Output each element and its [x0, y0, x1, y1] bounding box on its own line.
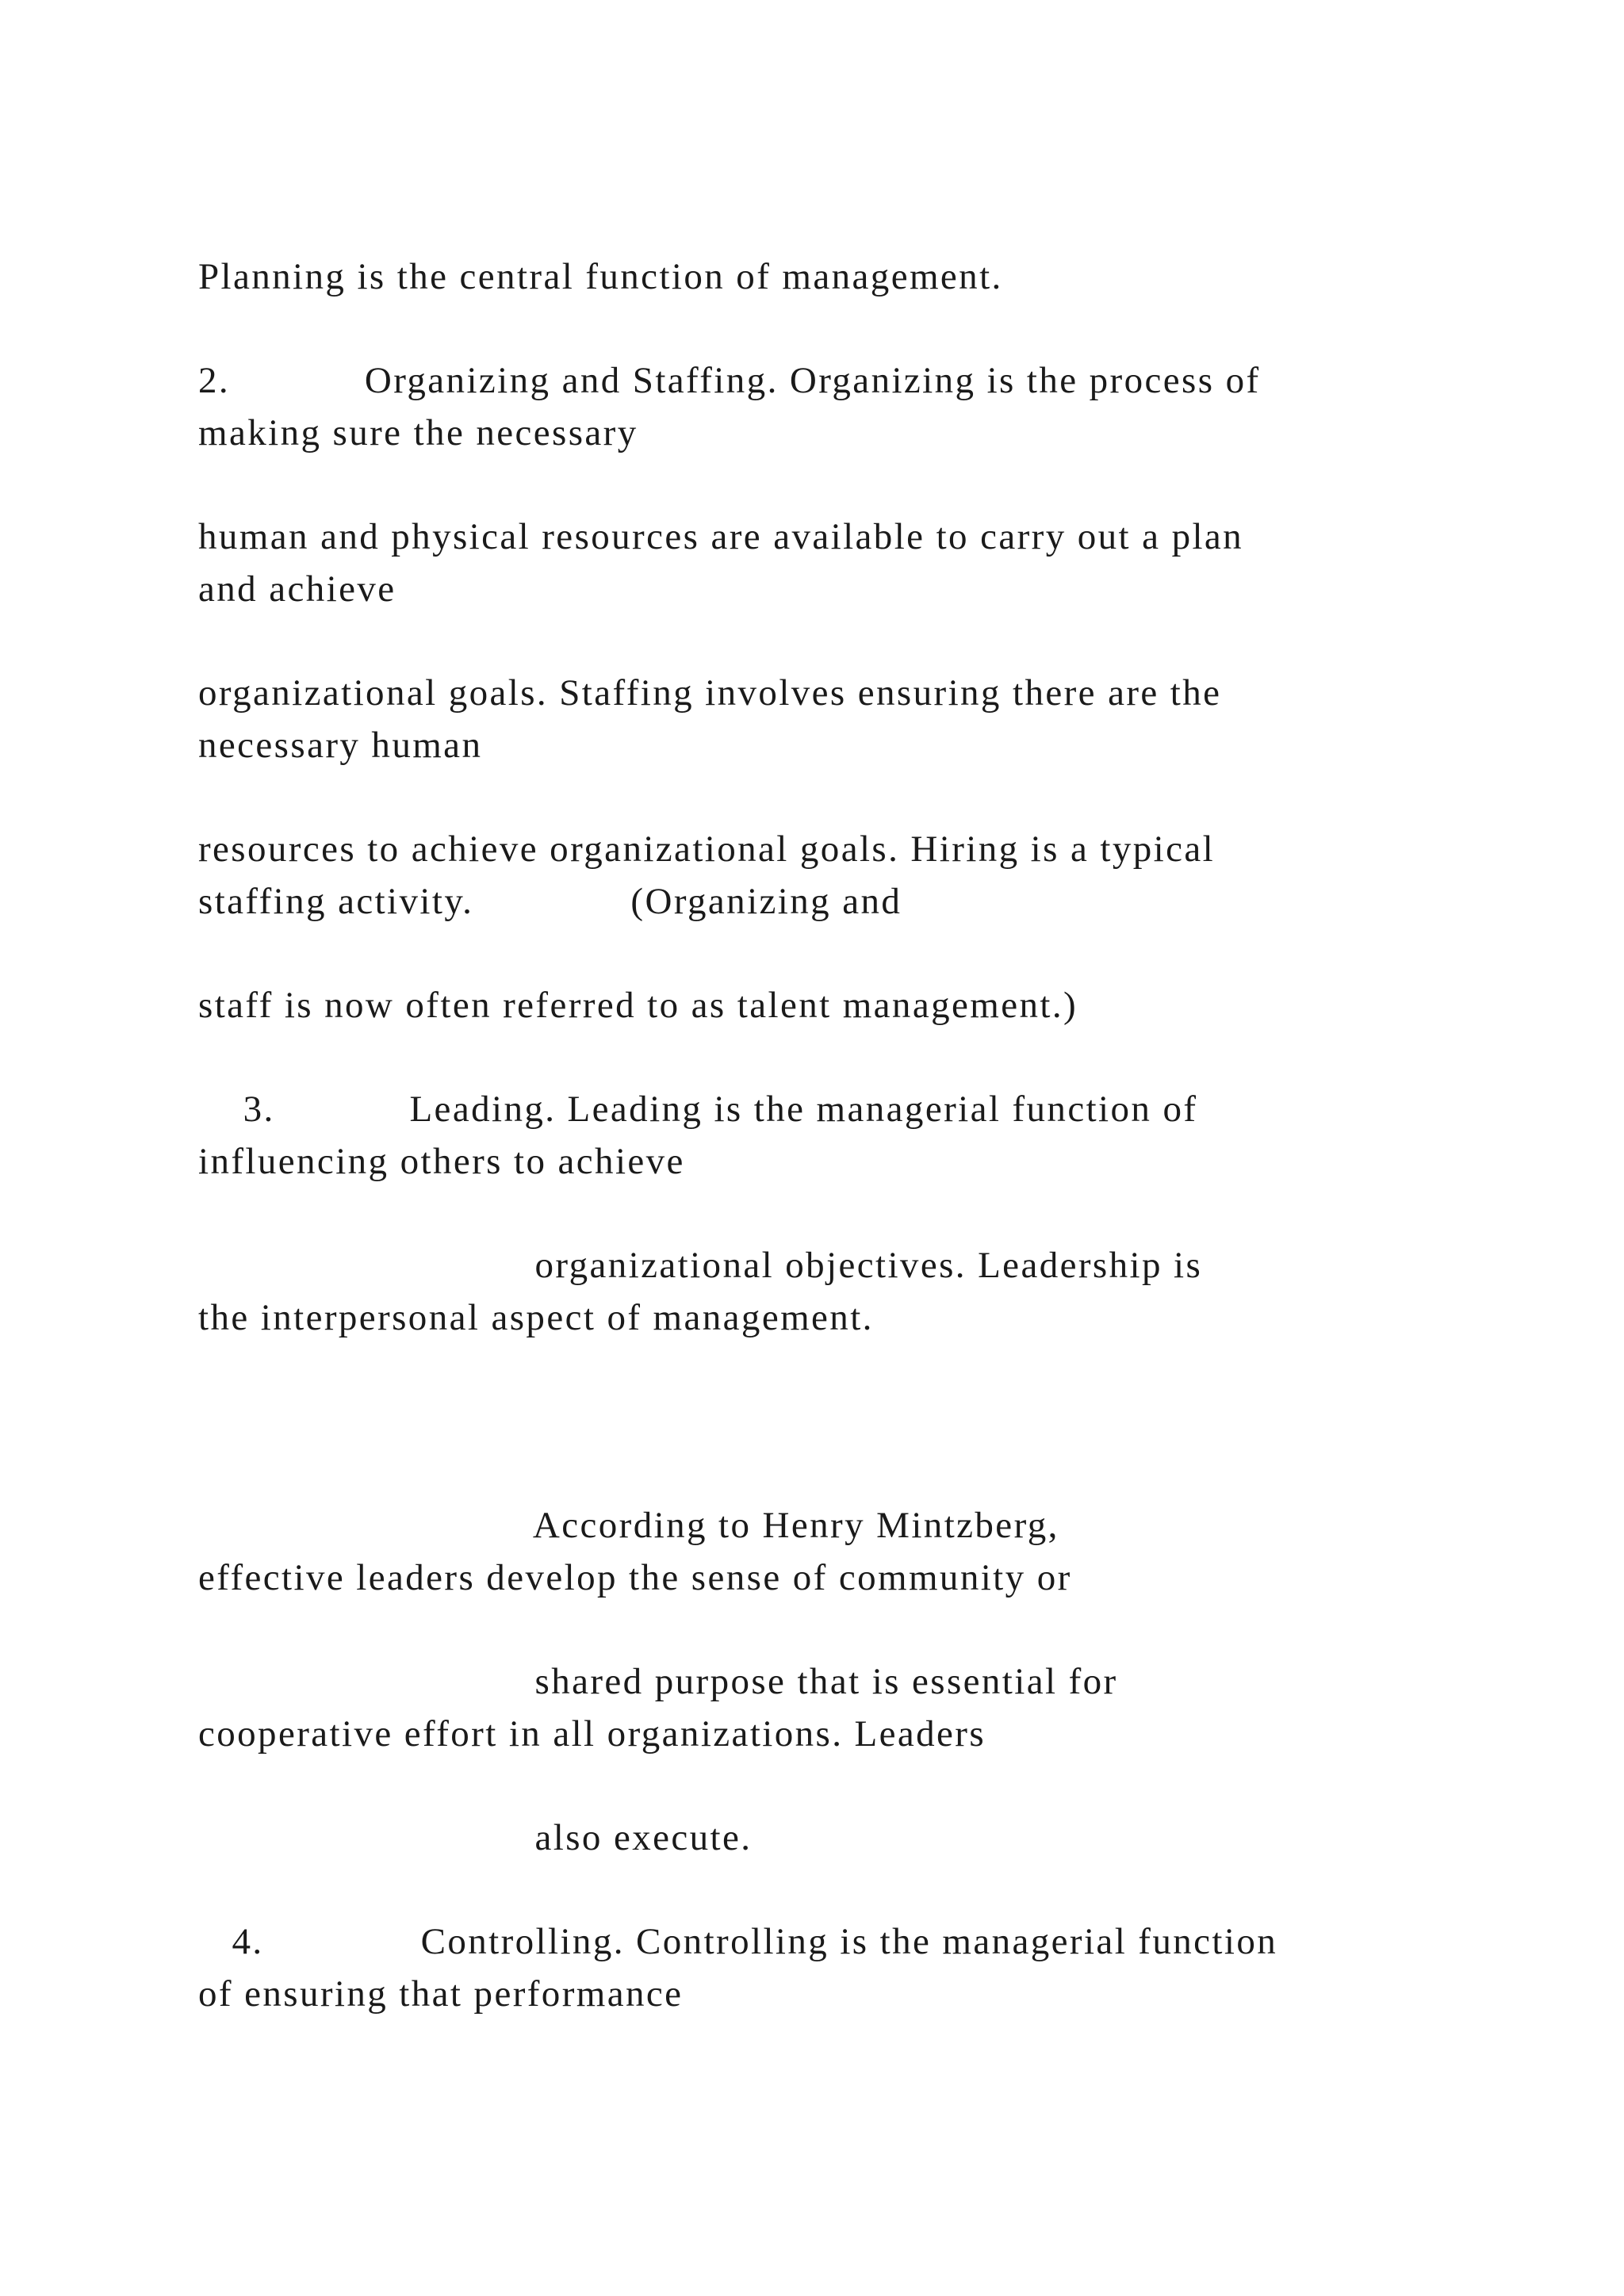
text-line: staffing activity. (Organizing and: [198, 881, 902, 922]
text-line: effective leaders develop the sense of community or: [198, 1557, 1072, 1598]
text-line: organizational objectives. Leadership is: [198, 1245, 1203, 1286]
text-line: 2. Organizing and Staffing. Organizing is the process of: [198, 360, 1261, 401]
text-line: cooperative effort in all organizations. Leaders: [198, 1713, 986, 1755]
text-line: human and physical resources are available to carry out a plan: [198, 516, 1244, 557]
text-line: According to Henry Mintzberg,: [198, 1505, 1059, 1546]
text-line: shared purpose that is essential for: [198, 1661, 1118, 1702]
text-line: of ensuring that performance: [198, 1973, 684, 2015]
text-line: influencing others to achieve: [198, 1141, 685, 1182]
text-line: and achieve: [198, 568, 396, 610]
text-line: also execute.: [198, 1817, 753, 1858]
text-line: resources to achieve organizational goals. Hiring is a typical: [198, 828, 1216, 870]
text-line: Planning is the central function of management.: [198, 256, 1003, 297]
text-line: organizational goals. Staffing involves ensuring there are the: [198, 672, 1222, 714]
text-line: making sure the necessary: [198, 412, 638, 453]
text-line: 4. Controlling. Controlling is the managerial function: [198, 1921, 1278, 1962]
text-line: necessary human: [198, 725, 483, 766]
text-line: staff is now often referred to as talent management.): [198, 985, 1078, 1026]
text-line: 3. Leading. Leading is the managerial function of: [198, 1089, 1198, 1130]
text-line: the interpersonal aspect of management.: [198, 1297, 874, 1338]
